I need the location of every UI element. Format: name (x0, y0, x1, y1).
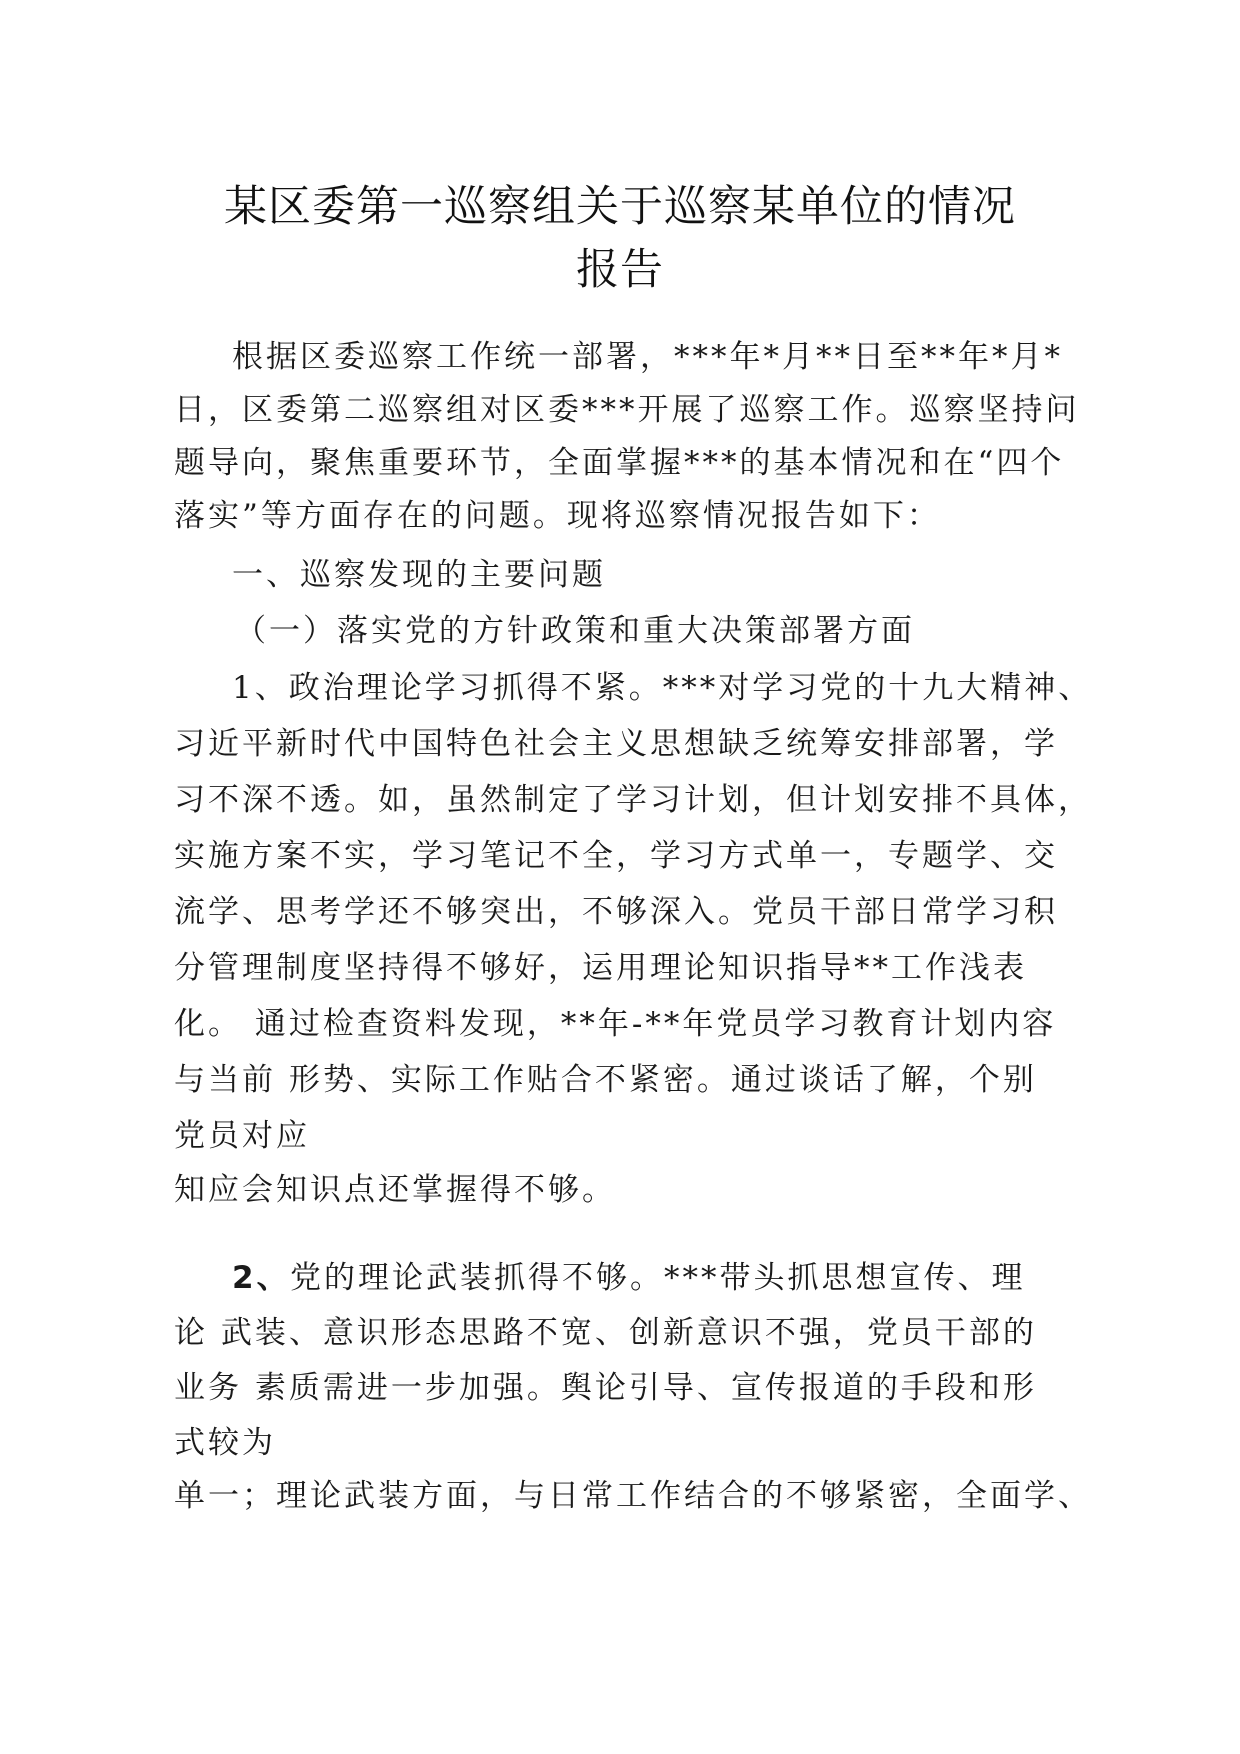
subsection-heading: （一）落实党的方针政策和重大决策部署方面 (235, 613, 915, 649)
body-line: 知应会知识点还掌握得不够。 (174, 1172, 616, 1208)
body-line: 党员对应 (174, 1118, 310, 1154)
item-number: 2、 (232, 1260, 291, 1296)
body-line: 习不深不透。如，虽然制定了学习计划，但计划安排不具体， (174, 782, 1092, 818)
body-line: 党的理论武装抓得不够。***带头抓思想宣传、理 (290, 1260, 1026, 1296)
section-heading: 一、巡察发现的主要问题 (232, 557, 606, 593)
body-line: 流学、思考学还不够突出，不够深入。党员干部日常学习积 (174, 894, 1058, 930)
body-line: 1、政治理论学习抓得不紧。***对学习党的十九大精神、 (232, 670, 1093, 706)
body-line: 式较为 (174, 1425, 276, 1461)
body-line: 分管理制度坚持得不够好，运用理论知识指导**工作浅表 (174, 950, 1027, 986)
body-line: 与当前 形势、实际工作贴合不紧密。通过谈话了解，个别 (174, 1062, 1037, 1098)
body-line: 业务 素质需进一步加强。舆论引导、宣传报道的手段和形 (174, 1370, 1037, 1406)
body-line: 论 武装、意识形态思路不宽、创新意识不强，党员干部的 (174, 1315, 1037, 1351)
body-line: 化。 通过检查资料发现，**年-**年党员学习教育计划内容 (174, 1006, 1057, 1042)
body-line: 单一；理论武装方面，与日常工作结合的不够紧密，全面学、 (174, 1478, 1092, 1514)
body-line: 根据区委巡察工作统一部署，***年*月**日至**年*月* (232, 339, 1063, 375)
body-line: 题导向，聚焦重要环节，全面掌握***的基本情况和在“四个 (174, 445, 1065, 481)
body-line: 日，区委第二巡察组对区委***开展了巡察工作。巡察坚持问 (174, 392, 1080, 428)
body-line: 落实”等方面存在的问题。现将巡察情况报告如下： (174, 498, 941, 534)
body-line: 习近平新时代中国特色社会主义思想缺乏统筹安排部署，学 (174, 726, 1058, 762)
document-title-line-1: 某区委第一巡察组关于巡察某单位的情况 (224, 182, 1016, 232)
body-line: 实施方案不实，学习笔记不全，学习方式单一，专题学、交 (174, 838, 1058, 874)
document-title-line-2: 报告 (576, 245, 664, 295)
